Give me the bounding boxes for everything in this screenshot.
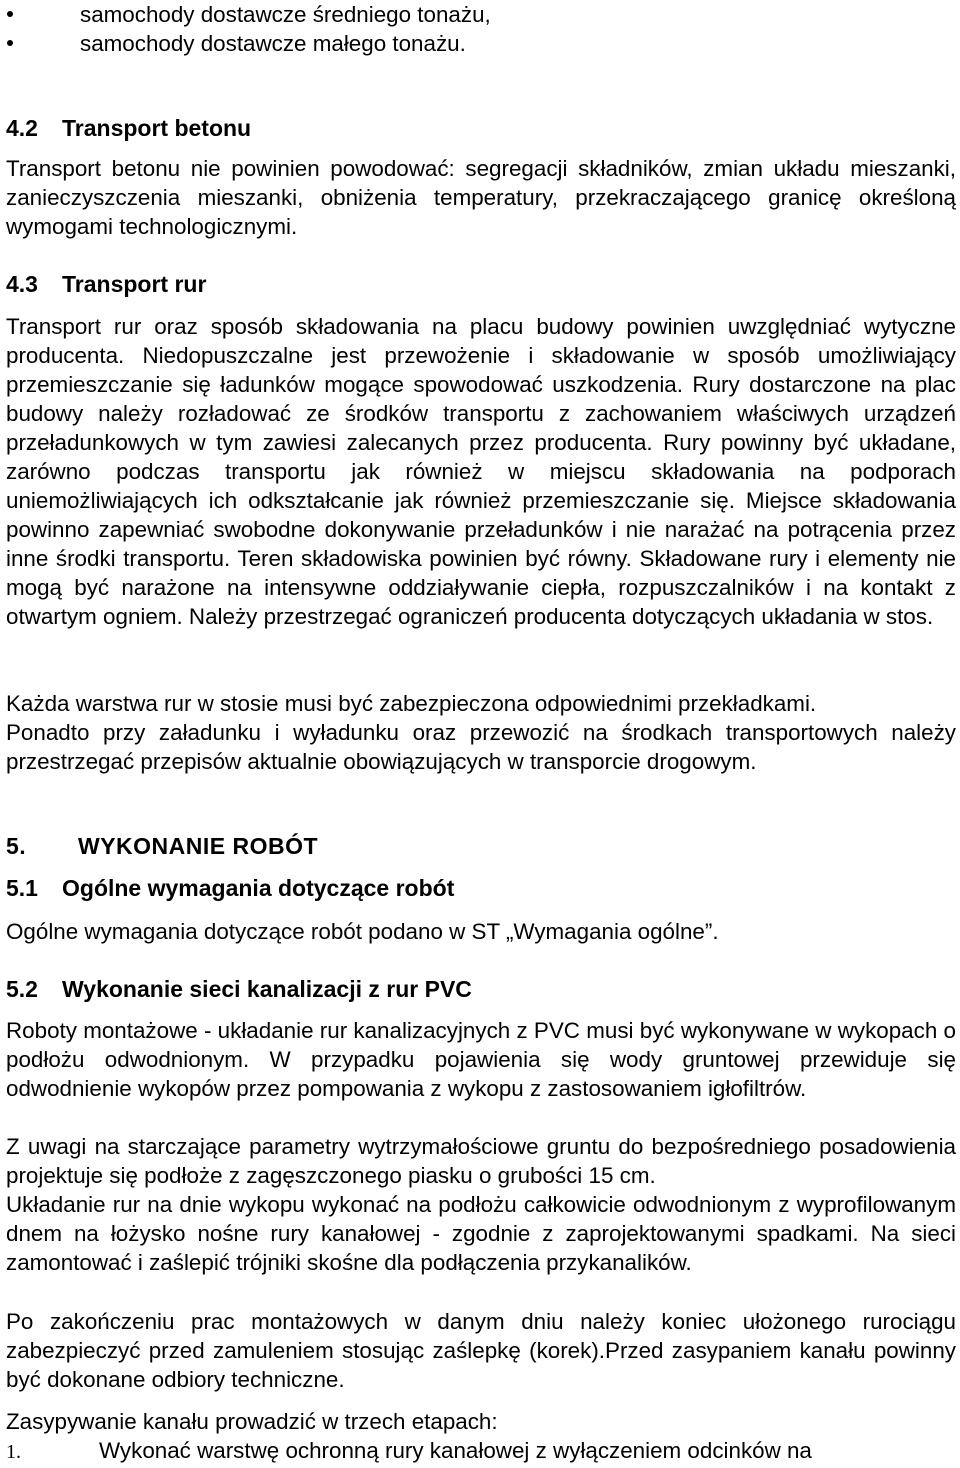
paragraph-5-2-e: Zasypywanie kanału prowadzić w trzech etapach: [6,1409,498,1434]
bullet-icon [7,40,13,46]
list-item [6,0,956,29]
heading-5-2: 5.2 Wykonanie sieci kanalizacji z rur PVC [6,976,472,1002]
heading-4-2: 4.2 Transport betonu [6,115,252,141]
step-number: 1. [6,1441,21,1463]
steps-list [6,1436,956,1465]
heading-5-1: 5.1 Ogólne wymagania dotyczące robót [6,875,455,901]
step-text: Wykonać warstwę ochronną rury kanałowej z wyłączeniem odcinków na [99,1438,812,1463]
paragraph-4-2: Transport betonu nie powinien powodować: segregacji składników, zmian układu mieszanki, zanieczyszczenia mieszanki, obniżenia temperatury, przekraczającego granicę określoną wymogami technologicznymi. [6,156,956,239]
heading-4-3: 4.3 Transport rur [6,271,207,297]
bullet-icon [7,11,13,17]
heading-5: 5. WYKONANIE ROBÓT [6,833,319,859]
list-item [6,1436,956,1465]
paragraph-5-1: Ogólne wymagania dotyczące robót podano w ST „Wymagania ogólne”. [6,919,719,944]
bullet-list [6,0,956,58]
paragraph-4-3-road: Ponadto przy załadunku i wyładunku oraz przewozić na środkach transportowych należy przestrzegać przepisów aktualnie obowiązujących w transporcie drogowym. [6,720,956,774]
paragraph-4-3-spacers: Każda warstwa rur w stosie musi być zabezpieczona odpowiednimi przekładkami. [6,691,817,716]
paragraph-5-2-d: Po zakończeniu prac montażowych w danym dniu należy koniec ułożonego rurociągu zabezpieczyć przed zamuleniem stosując zaślepkę (korek).Przed zasypaniem kanału powinny być dokonane odbiory techniczne. [6,1309,956,1392]
paragraph-5-2-c: Układanie rur na dnie wykopu wykonać na podłożu całkowicie odwodnionym z wyprofilowanym dnem na łożysko nośne rury kanałowej - zgodnie z zaprojektowanymi spadkami. Na sieci zamontować i zaślepić trójniki skośne dla podłączenia przykanalików. [6,1192,956,1275]
paragraph-4-3-main: Transport rur oraz sposób składowania na placu budowy powinien uwzględniać wytyczne producenta. Niedopuszczalne jest przewożenie i składowanie w sposób umożliwiający przemieszczanie się ładunków mogące spowodować uszkodzenia. Rury dostarczone na plac budowy należy rozładować ze środków transportu z zachowaniem właściwych urządzeń przeładunkowych w tym zawiesi zalecanych przez producenta. Rury powinny być układane, zarówno podczas transportu jak również w miejscu składowania na podporach uniemożliwiających ich odkształcanie jak również przemieszczanie się. Miejsce składowania powinno zapewniać swobodne dokonywanie przeładunków i nie narażać na potrącenia przez inne środki transportu. Teren składowiska powinien być równy. Składowane rury i elementy nie mogą być narażone na intensywne oddziaływanie ciepła, rozpuszczalników i na kontakt z otwartym ogniem. Należy przestrzegać ograniczeń producenta dotyczących układania w stos. [6,314,956,629]
document-page [6,0,956,1463]
paragraph-5-2-b: Z uwagi na starczające parametry wytrzymałościowe gruntu do bezpośredniego posadowienia projektuje się podłoże z zagęszczonego piasku o grubości 15 cm. [6,1134,956,1188]
paragraph-5-2-a: Roboty montażowe - układanie rur kanalizacyjnych z PVC musi być wykonywane w wykopach o podłożu odwodnionym. W przypadku pojawienia się wody gruntowej przewiduje się odwodnienie wykopów przez pompowania z wykopu z zastosowaniem igłofiltrów. [6,1018,956,1101]
bullet-text: samochody dostawcze średniego tonażu, [80,2,491,27]
bullet-text: samochody dostawcze małego tonażu. [80,31,466,56]
list-item [6,29,956,58]
